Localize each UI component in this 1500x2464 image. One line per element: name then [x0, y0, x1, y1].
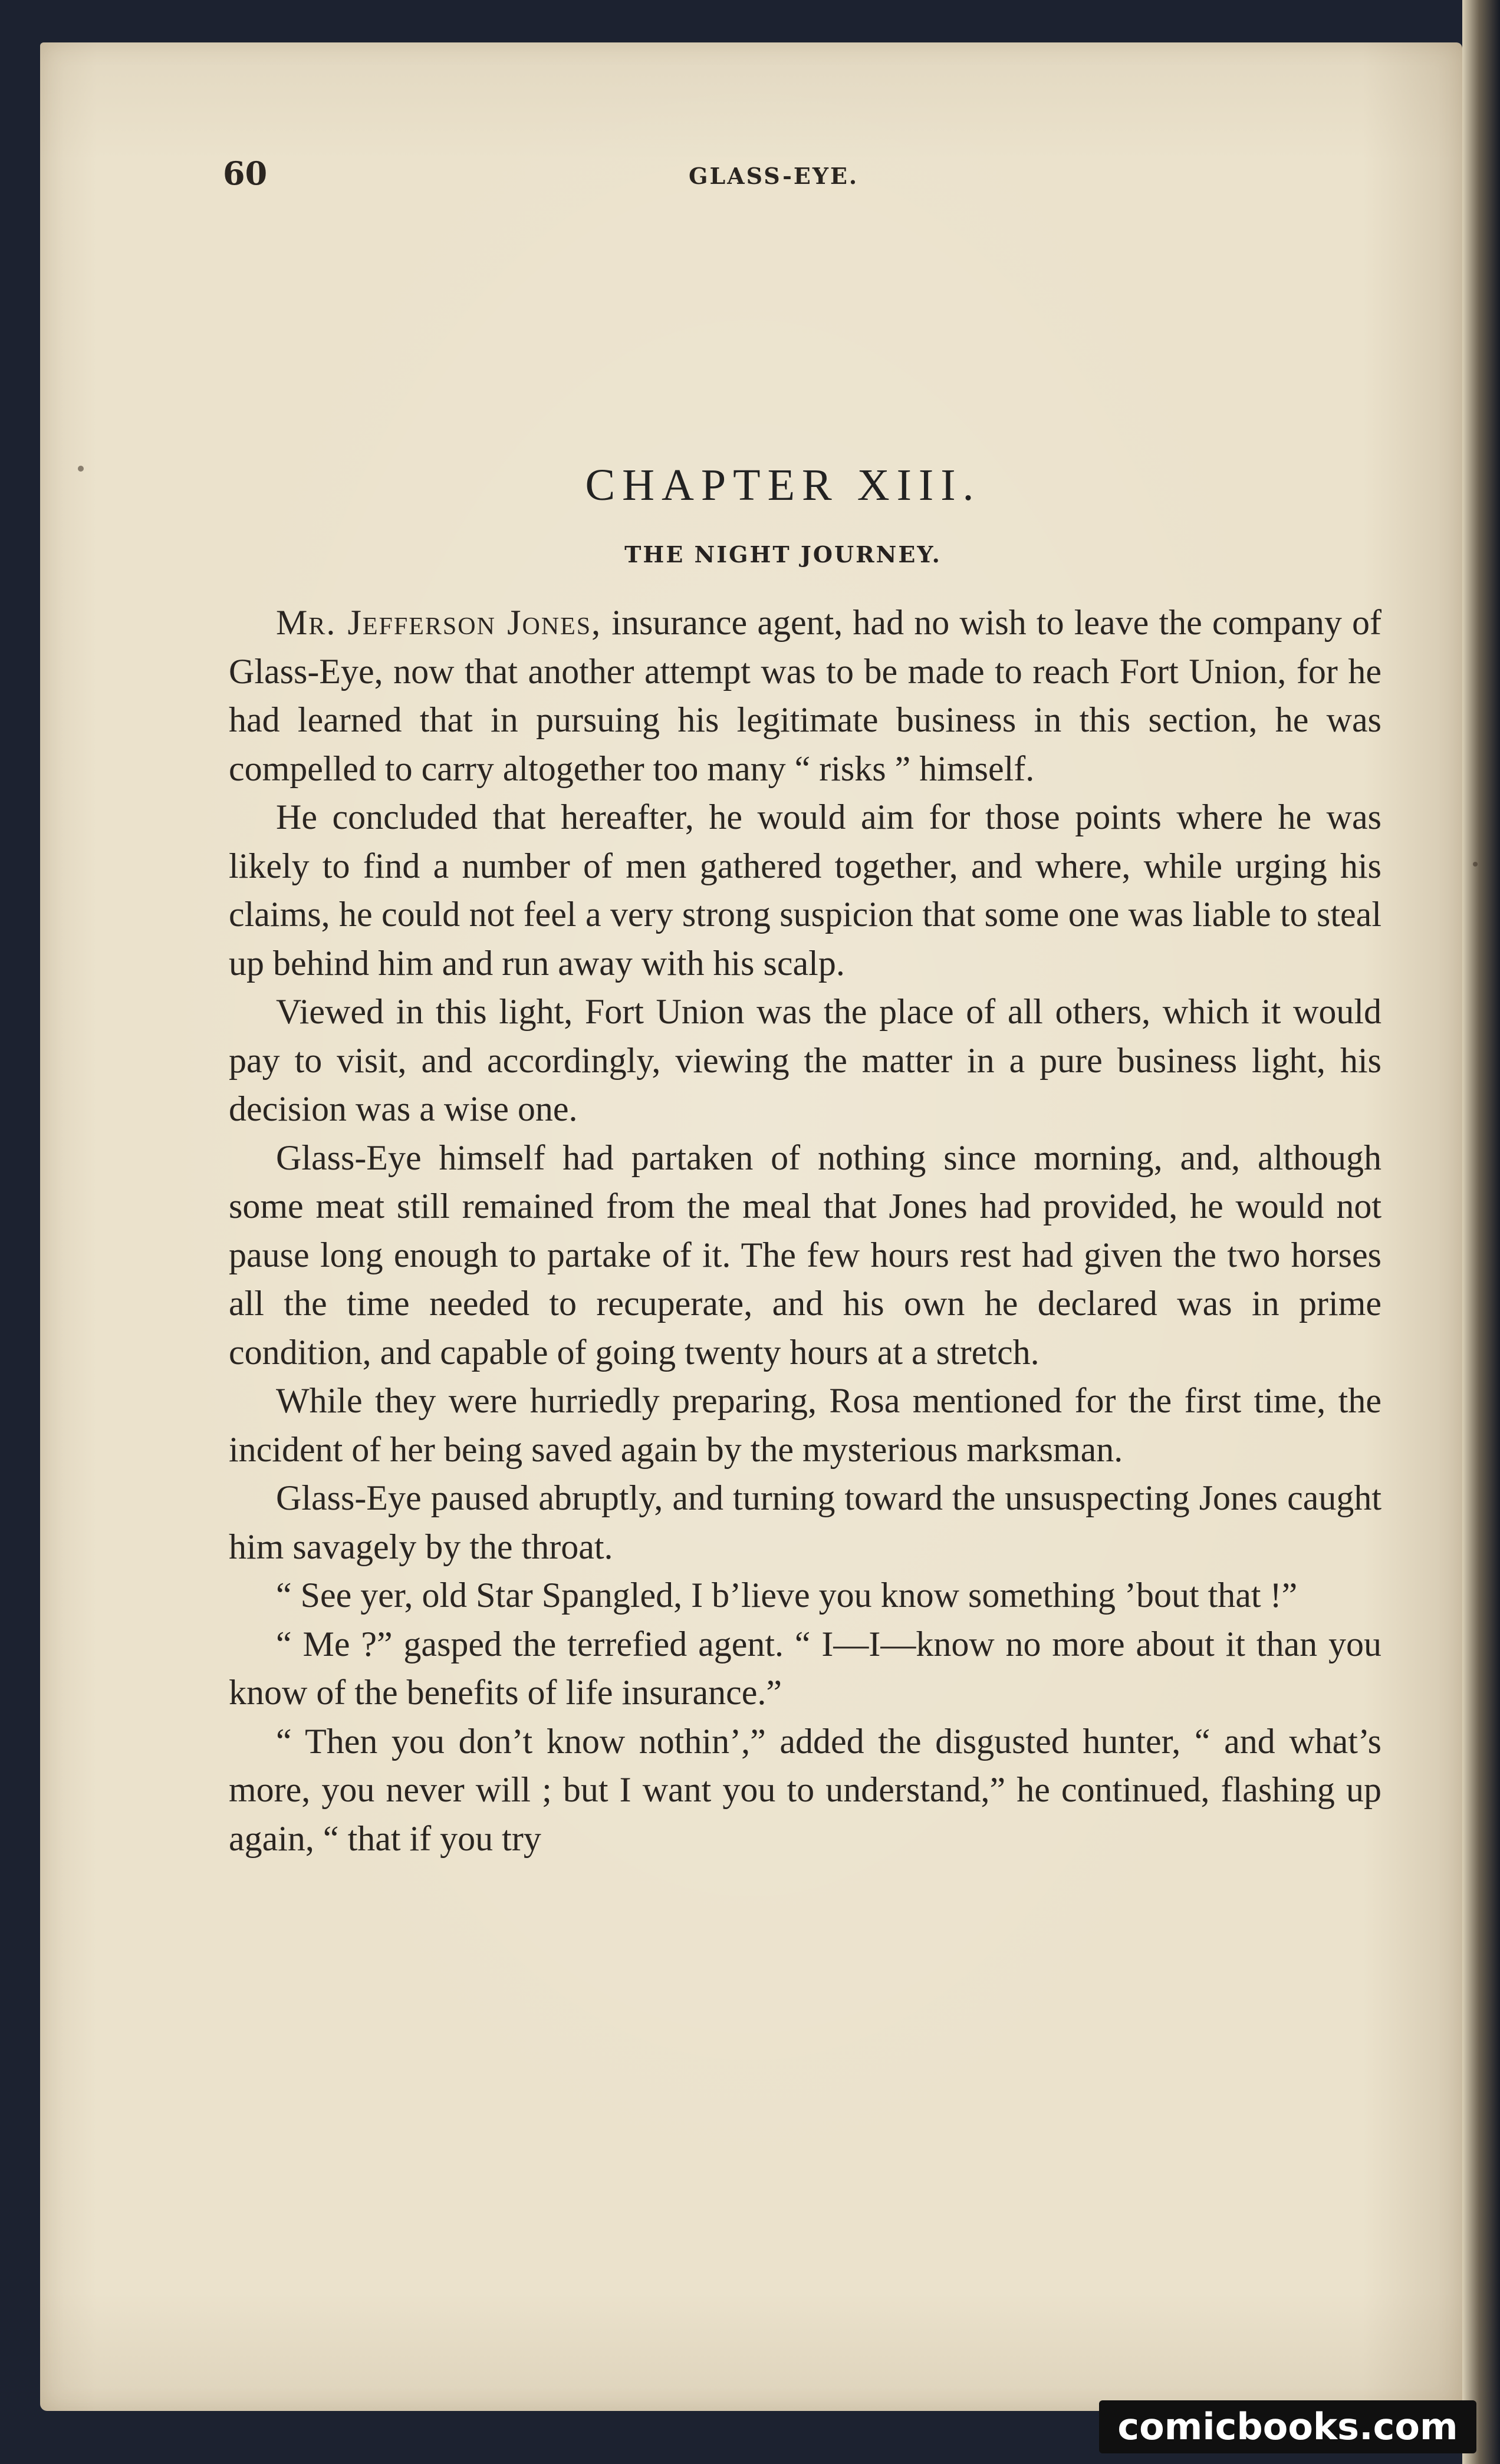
paper-speck — [78, 466, 84, 472]
paragraph: “ Me ?” gasped the terrefied agent. “ I—I—know no more about it than you know of the benefits of life insurance.” — [229, 1624, 1381, 1712]
paragraph: “ Then you don’t know nothin’,” added the disgusted hunter, “ and what’s more, you never will ; but I want you to understand,” he continued, flashing up again, “ that if you try — [229, 1721, 1381, 1858]
paragraph: Glass-Eye paused abruptly, and turning toward the unsuspecting Jones caught him savagely by the throat. — [229, 1478, 1381, 1566]
page-number: 60 — [223, 154, 268, 192]
paragraph-text: insurance agent, had no wish to leave the company of Glass-Eye, now that another attempt was to be made to reach Fort Union, for he had learned that in pursuing his legitimate business in this section, he was compelled to carry altogether too many “ risks ” himself. — [229, 603, 1381, 788]
body-text — [229, 598, 1381, 1863]
paragraph-lead-in: Mr. Jefferson Jones, — [276, 603, 602, 642]
paper-speck — [1473, 862, 1478, 867]
paragraph: He concluded that hereafter, he would aim for those points where he was likely to find a number of men gathered together, and where, while urging his claims, he could not feel a very strong suspicion that some one was liable to steal up behind him and run away with his scalp. — [229, 798, 1381, 983]
watermark-logo: comicbooks.com — [1099, 2400, 1476, 2453]
paragraph: Glass-Eye himself had partaken of nothing since morning, and, although some meat still remained from the meal that Jones had provided, he would not pause long enough to partake of it. The few hours rest had given the two horses all the time needed to recuperate, and his own he declared was in prime condition, and capable of going twenty hours at a stretch. — [229, 1138, 1381, 1372]
paragraph: While they were hurriedly preparing, Rosa mentioned for the first time, the incident of her being saved again by the mysterious marksman. — [229, 1381, 1381, 1469]
book-binding-edge — [1462, 0, 1500, 2464]
paragraph: “ See yer, old Star Spangled, I b’lieve you know something ’bout that !” — [276, 1576, 1298, 1615]
running-head — [158, 154, 1408, 202]
paragraph: Viewed in this light, Fort Union was the place of all others, which it would pay to visit, and accordingly, viewing the matter in a pure business light, his decision was a wise one. — [229, 992, 1381, 1128]
paragraph — [229, 598, 1381, 793]
running-title: GLASS-EYE. — [689, 163, 859, 189]
chapter-heading: CHAPTER XIII. — [585, 460, 981, 510]
chapter-subtitle: THE NIGHT JOURNEY. — [624, 541, 942, 568]
